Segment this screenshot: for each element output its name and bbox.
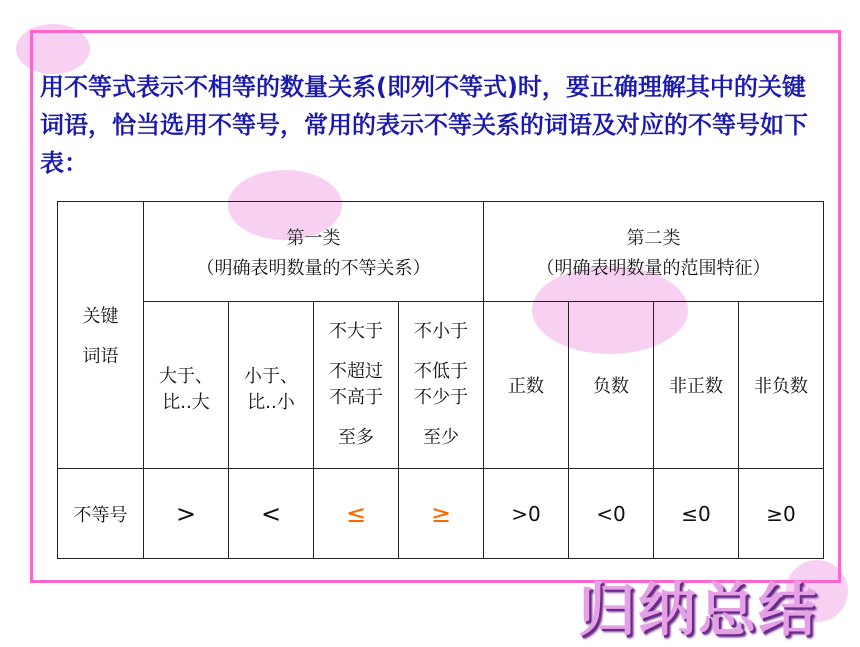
symbol-less-equal-zero: ≤0	[654, 469, 739, 559]
inequality-keyword-table	[57, 201, 824, 559]
keyword-text: 不小于	[414, 321, 468, 342]
category1-header	[144, 202, 484, 302]
row-header-keywords-line1: 关键	[82, 306, 119, 327]
symbol-greater-equal-zero: ≥0	[739, 469, 824, 559]
keyword-cell-less	[229, 302, 314, 469]
category1-title: 第一类	[286, 227, 341, 249]
keyword-cell-not-greater	[314, 302, 399, 469]
row-header-symbol: 不等号	[58, 469, 144, 559]
keyword-text: 小于、	[244, 366, 298, 387]
keyword-cell-non-negative: 非负数	[739, 302, 824, 469]
keyword-text: 比..大	[162, 392, 210, 413]
keyword-text: 至少	[423, 427, 459, 448]
keyword-cell-non-positive: 非正数	[654, 302, 739, 469]
symbol-greater: >	[144, 469, 229, 559]
category2-subtitle: （明确表明数量的范围特征）	[536, 257, 771, 279]
keyword-cell-not-less	[399, 302, 484, 469]
row-header-keywords	[58, 202, 144, 469]
keyword-text: 不大于	[329, 321, 383, 342]
category1-subtitle: （明确表明数量的不等关系）	[196, 257, 431, 279]
intro-paragraph: 用不等式表示不相等的数量关系(即列不等式)时，要正确理解其中的关键词语，恰当选用不等号，常用的表示不等关系的词语及对应的不等号如下表：	[40, 73, 808, 177]
symbol-less-zero: <0	[569, 469, 654, 559]
keyword-text: 不超过	[329, 361, 383, 382]
symbol-greater-equal: ≥	[399, 469, 484, 559]
keyword-cell-negative: 负数	[569, 302, 654, 469]
keyword-text: 比..小	[247, 392, 295, 413]
symbol-greater-zero: >0	[484, 469, 569, 559]
keyword-text: 不低于	[414, 361, 468, 382]
keyword-cell-greater	[144, 302, 229, 469]
category2-header	[484, 202, 824, 302]
row-header-keywords-line2: 词语	[82, 346, 119, 367]
summary-title: 归纳总结	[577, 576, 818, 644]
symbol-less: <	[229, 469, 314, 559]
keyword-text: 至多	[338, 427, 374, 448]
category2-title: 第二类	[626, 227, 681, 249]
keyword-cell-positive: 正数	[484, 302, 569, 469]
keyword-text: 不高于	[329, 387, 383, 408]
keyword-text: 大于、	[159, 366, 213, 387]
keyword-text: 不少于	[414, 387, 468, 408]
symbol-less-equal: ≤	[314, 469, 399, 559]
